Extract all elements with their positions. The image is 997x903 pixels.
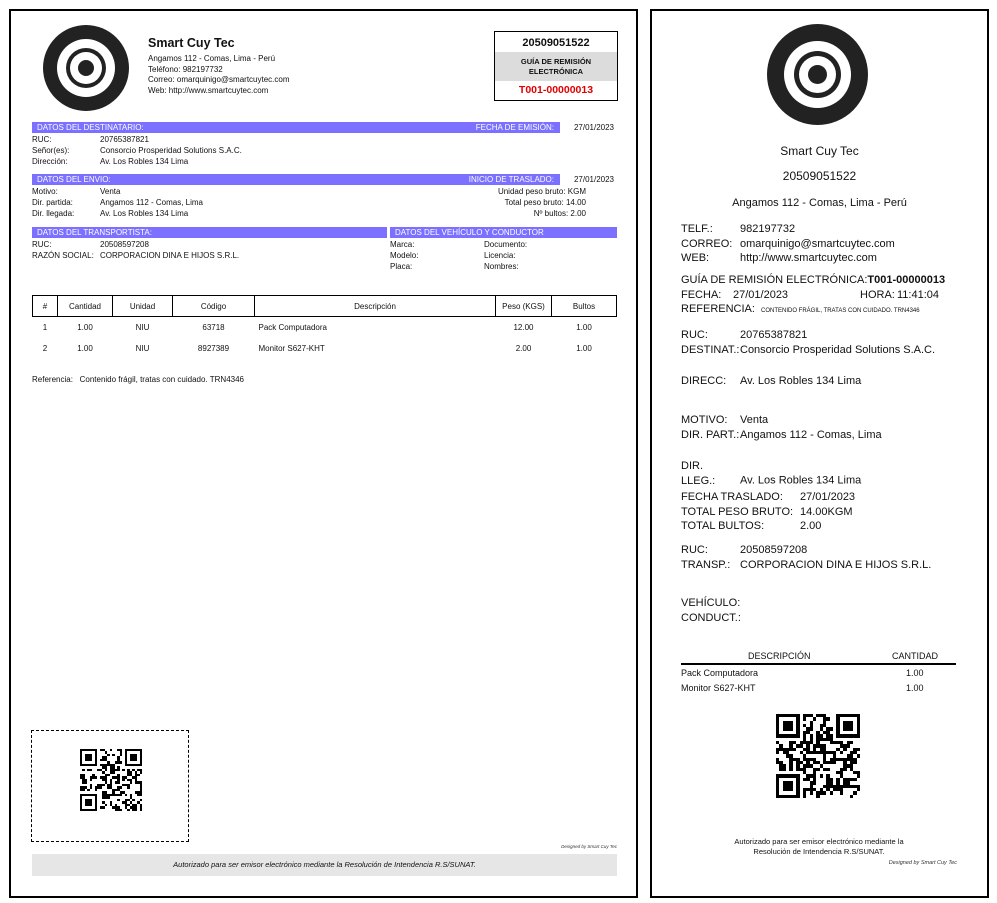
cell: Pack Computadora	[258, 323, 327, 332]
value-dest-ruc: 20765387821	[740, 329, 808, 341]
label-fecha: FECHA:	[681, 288, 722, 301]
value-motivo: Venta	[100, 187, 121, 196]
label-marca: Marca:	[390, 240, 415, 249]
doc-number: T001-00000013	[518, 84, 594, 96]
label-bultos: TOTAL BULTOS:	[681, 520, 765, 532]
col-descripcion: Descripción	[255, 296, 496, 317]
value-peso: 14.00KGM	[800, 505, 853, 518]
items-header-row	[33, 296, 617, 317]
value-llegada: Av. Los Robles 134 Lima	[100, 209, 189, 218]
value-dirlleg: Av. Los Robles 134 Lima	[740, 474, 862, 487]
ticket-document-page	[650, 9, 989, 898]
col-unidad: Unidad	[113, 296, 173, 317]
label-telf: TELF.:	[681, 223, 713, 235]
ticket-item-cant: 1.00	[906, 668, 924, 678]
transportista-header: DATOS DEL TRANSPORTISTA:	[37, 228, 152, 237]
transportista-labels	[32, 239, 94, 261]
company-info	[148, 54, 290, 96]
transportista-header-band	[32, 227, 387, 238]
company-email: Correo: omarquinigo@smartcuytec.com	[148, 75, 290, 84]
label-web: WEB:	[681, 252, 710, 264]
ticket-traslado-block	[681, 490, 855, 534]
ticket-transp-block	[681, 543, 931, 572]
traslado-date: 27/01/2023	[573, 175, 614, 184]
label-ruc: RUC:	[32, 135, 52, 144]
qr-code-icon	[80, 749, 142, 811]
value-direcc: Av. Los Robles 134 Lima	[740, 375, 862, 387]
ticket-col-cant: CANTIDAD	[892, 651, 939, 661]
company-address: Angamos 112 - Comas, Lima - Perú	[148, 54, 276, 63]
label-licencia: Licencia:	[484, 251, 516, 260]
label-referencia: REFERENCIA:	[681, 303, 755, 315]
label-direccion: Dirección:	[32, 157, 68, 166]
value-partida: Angamos 112 - Comas, Lima	[100, 198, 204, 207]
value-transp-ruc: 20508597208	[740, 544, 808, 556]
cell: Monitor S627-KHT	[258, 344, 325, 353]
label-transp-ruc: RUC:	[32, 240, 52, 249]
col-bultos: Bultos	[552, 296, 617, 317]
cell: 1	[42, 323, 48, 332]
referencia-line	[32, 374, 244, 385]
label-ftraslado: FECHA TRASLADO:	[681, 491, 783, 503]
envio-values	[100, 186, 203, 219]
transportista-values	[100, 239, 239, 261]
total-peso: Total peso bruto: 14.00	[504, 198, 586, 207]
vehiculo-labels	[390, 239, 418, 272]
label-vehiculo: VEHÍCULO:	[681, 597, 741, 609]
label-partida: Dir. partida:	[32, 198, 73, 207]
value-dirpart: Angamos 112 - Comas, Lima	[740, 428, 882, 441]
table-row	[33, 317, 617, 339]
value-dest-address: Av. Los Robles 134 Lima	[100, 157, 189, 166]
envio-header-band	[32, 174, 560, 185]
destinatario-labels	[32, 134, 69, 167]
num-bultos: Nº bultos: 2.00	[533, 209, 586, 218]
traslado-header: INICIO DE TRASLADO:	[468, 175, 554, 184]
value-bultos: 2.00	[800, 520, 822, 532]
ticket-contact	[681, 222, 895, 266]
ticket-vehiculo-block	[681, 596, 741, 625]
label-placa: Placa:	[390, 262, 413, 271]
col-cantidad: Cantidad	[58, 296, 113, 317]
ticket-direcc-line	[681, 374, 861, 389]
list-item	[681, 681, 956, 696]
authorization-footer: Autorizado para ser emisor electrónico mediante la Resolución de Intendencia R.S/SUNAT.	[32, 854, 617, 876]
label-modelo: Modelo:	[390, 251, 419, 260]
vehiculo-header-band	[390, 227, 617, 238]
label-razon-social: RAZÓN SOCIAL:	[32, 251, 94, 260]
value-dest-name: Consorcio Prosperidad Solutions S.A.C.	[100, 146, 242, 155]
value-telf: 982197732	[740, 223, 796, 235]
ticket-col-desc: DESCRIPCIÓN	[748, 651, 811, 661]
envio-totals	[498, 186, 586, 219]
cell: 1.00	[576, 344, 592, 353]
destinatario-header: DATOS DEL DESTINATARIO:	[37, 123, 144, 132]
doc-ruc: 20509051522	[522, 37, 590, 49]
col-peso: Peso (KGS)	[496, 296, 552, 317]
value-referencia: CONTENIDO FRÁGIL, TRATAS CON CUIDADO. TRN4346	[761, 308, 920, 314]
cell: 2	[42, 344, 48, 353]
value-web: http://www.smartcuytec.com	[740, 252, 877, 264]
ticket-address: Angamos 112 - Comas, Lima - Perú	[732, 197, 907, 209]
a4-document-page	[9, 9, 638, 898]
label-motivo: Motivo:	[32, 187, 58, 196]
cell: 1.00	[77, 344, 93, 353]
value-hora: 11:41:04	[897, 288, 940, 301]
label-motivo: MOTIVO:	[681, 414, 728, 426]
conductor-labels	[484, 239, 527, 272]
ticket-ruc: 20509051522	[782, 169, 857, 183]
cell: 2.00	[515, 344, 532, 353]
emision-date: 27/01/2023	[573, 123, 614, 132]
cell: NIU	[135, 323, 150, 332]
label-dirpart: DIR. PART.:	[681, 428, 740, 441]
doc-type: GUÍA DE REMISIÓN ELECTRÓNICA	[495, 52, 617, 81]
cell: 8927389	[197, 344, 230, 353]
cell: NIU	[135, 344, 150, 353]
ticket-authorization: Autorizado para ser emisor electrónico mediante la Resolución de Intendencia R.S/SUNAT.	[734, 837, 904, 856]
value-dest-ruc: 20765387821	[100, 135, 149, 144]
label-guia: GUÍA DE REMISIÓN ELECTRÓNICA:	[681, 274, 868, 286]
envio-labels	[32, 186, 74, 219]
label-correo: CORREO:	[681, 237, 733, 250]
label-direcc: DIRECC:	[681, 375, 727, 387]
unidad-peso: Unidad peso bruto: KGM	[497, 187, 586, 196]
col-num: #	[33, 296, 58, 317]
referencia-text: Contenido frágil, tratas con cuidado. TRN4346	[79, 375, 244, 384]
company-phone: Teléfono: 982197732	[148, 64, 223, 74]
label-dirlleg: DIR. LLEG.:	[681, 460, 716, 487]
value-motivo: Venta	[740, 414, 769, 426]
ticket-item-desc: Pack Computadora	[681, 668, 759, 678]
ticket-dirlleg-line	[681, 459, 861, 488]
ticket-designed-by: Designed by Smart Cuy Tec	[888, 860, 957, 866]
label-llegada: Dir. llegada:	[32, 209, 75, 218]
value-transp-ruc: 20508597208	[100, 240, 149, 249]
company-web: Web: http://www.smartcuytec.com	[148, 85, 269, 95]
value-razon-social: CORPORACION DINA E HIJOS S.R.L.	[100, 251, 240, 260]
ticket-dest-block	[681, 328, 935, 357]
ticket-table-header	[681, 651, 956, 665]
value-destinat: Consorcio Prosperidad Solutions S.A.C.	[740, 343, 936, 356]
label-nombres: Nombres:	[484, 262, 519, 271]
cell: 12.00	[513, 323, 534, 332]
label-conduct: CONDUCT.:	[681, 611, 741, 624]
ticket-table-body	[681, 666, 956, 696]
ticket-item-cant: 1.00	[906, 683, 924, 693]
referencia-label: Referencia:	[32, 375, 73, 384]
destinatario-header-band	[32, 122, 560, 133]
label-peso: TOTAL PESO BRUTO:	[681, 505, 794, 518]
ticket-guia-block	[681, 273, 965, 319]
qr-code-icon	[776, 714, 860, 798]
table-row	[33, 338, 617, 359]
label-dest-ruc: RUC:	[681, 329, 708, 341]
designed-by: Designed by Smart Cuy Tec	[561, 844, 617, 849]
company-logo-icon	[767, 24, 868, 125]
qr-frame	[31, 730, 189, 842]
value-correo: omarquinigo@smartcuytec.com	[740, 237, 895, 250]
label-documento: Documento:	[484, 240, 528, 249]
envio-header: DATOS DEL ENVIO:	[37, 175, 111, 184]
cell: 1.00	[576, 323, 592, 332]
value-guia-number: T001-00000013	[867, 274, 946, 286]
label-hora: HORA:	[860, 288, 895, 301]
value-transp: CORPORACION DINA E HIJOS S.R.L.	[740, 558, 932, 571]
ticket-company-name: Smart Cuy Tec	[780, 144, 859, 158]
cell: 1.00	[77, 323, 93, 332]
label-destinat: DESTINAT.:	[681, 343, 740, 356]
document-id-box	[494, 31, 618, 101]
items-table	[32, 295, 617, 359]
company-name: Smart Cuy Tec	[148, 36, 235, 50]
label-transp: TRANSP.:	[681, 558, 731, 571]
value-ftraslado: 27/01/2023	[800, 491, 856, 503]
label-senor: Señor(es):	[32, 146, 70, 155]
value-fecha: 27/01/2023	[733, 288, 789, 301]
cell: 63718	[202, 323, 225, 332]
col-codigo: Código	[173, 296, 255, 317]
destinatario-values	[100, 134, 242, 167]
vehiculo-header: DATOS DEL VEHÍCULO Y CONDUCTOR	[395, 228, 544, 237]
company-logo-icon	[43, 25, 129, 111]
list-item	[681, 666, 956, 681]
emision-header: FECHA DE EMISIÓN:	[475, 123, 554, 132]
label-transp-ruc: RUC:	[681, 544, 708, 556]
ticket-motivo-block	[681, 413, 882, 442]
ticket-item-desc: Monitor S627-KHT	[681, 683, 756, 693]
